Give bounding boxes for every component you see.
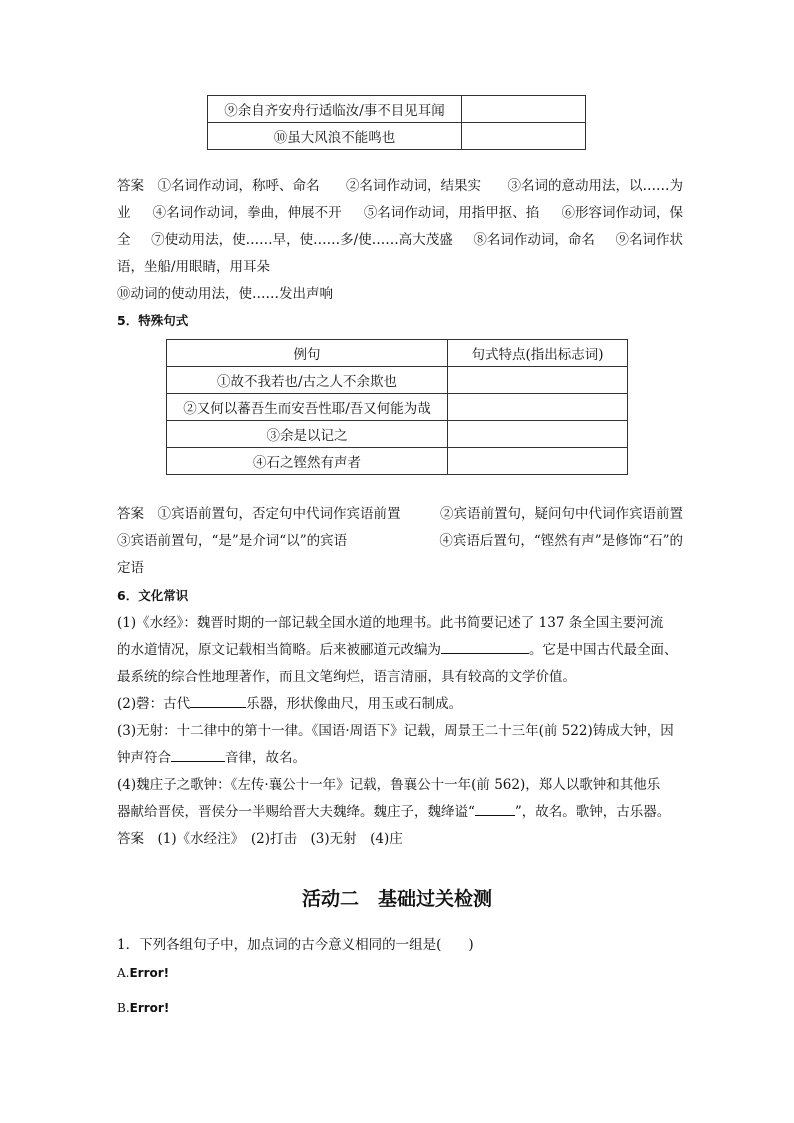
answer-text: (1)《水经注》 (2)打击 (3)无射 (4)庄 [157,831,403,847]
answer-item: ①宾语前置句，否定句中代词作宾语前置 [157,506,401,522]
culture-para-1-line-1 [117,613,683,633]
table-cell-answer [462,123,586,150]
answer-item: ⑦使动用法，使……早，使……多/使……高大茂盛 [151,232,453,248]
answer-item: ④名词作动词，拳曲，伸展不开 [152,205,342,221]
table-cell-sentence: ④石之铿然有声者 [167,448,448,475]
answer-label: 答案 [117,506,144,522]
table-cell-answer [448,448,628,475]
answer-1-line-1 [117,176,683,196]
text: (2)磬：古代 [117,696,191,712]
option-letter: A. [117,966,130,980]
answer-2-line-3: 定语 [117,560,144,576]
table-row [208,123,586,150]
special-sentence-table [166,339,628,475]
classical-usage-table [207,95,586,150]
table-row [167,448,628,475]
table-cell-answer [462,96,586,123]
text: 乐器，形状像曲尺，用玉或石制成。 [246,696,463,712]
culture-para-1-line-2 [117,640,683,660]
text: 的水道情况，原文记载相当简略。后来被郦道元改编为 [117,642,441,658]
option-text: Error! [129,1001,170,1015]
answer-item: ⑤名词作动词，用指甲抠、掐 [363,205,540,221]
answer-item: 全 [117,232,131,248]
answer-1-line-2 [117,203,683,223]
answer-1-line-4: 语，坐船/用眼睛，用耳朵 [117,259,271,275]
text: (1)《水经》：魏晋时期的一部记载全国水道的地理书。此书简要记述了 [117,615,535,631]
option-b[interactable] [117,1000,169,1016]
fill-in-blank[interactable] [475,802,515,816]
fill-in-blank[interactable] [190,694,246,708]
table-header-row [167,340,628,367]
answer-item: ⑧名词作动词，命名 [473,232,595,248]
culture-para-2 [117,694,683,714]
table-cell-answer [448,367,628,394]
text: 。它是中国古代最全面、 [529,642,678,658]
option-text: Error! [129,966,170,980]
answer-label: 答案 [117,178,144,194]
text: 钟声符合 [117,750,171,766]
answer-item: ②宾语前置句，疑问句中代词作宾语前置 [440,506,683,522]
table-header-cell: 例句 [167,340,448,367]
answer-item: 业 [117,205,131,221]
answer-1-line-5: ⑩动词的使动用法，使……发出声响 [117,286,333,302]
fill-in-blank[interactable] [171,748,225,762]
activity-2-heading: 活动二 基础过关检测 [301,888,492,910]
table-row [167,367,628,394]
answer-1-line-3 [117,230,683,250]
culture-para-4-line-2 [117,802,683,822]
table-header-cell: 句式特点(指出标志词) [448,340,628,367]
table-row [167,421,628,448]
culture-para-1-line-3: 最系统的综合性地理著作，而且文笔绚烂，语言清丽，具有较高的文学价值。 [117,669,576,685]
answer-label: 答案 [117,831,144,847]
table-cell-sentence: ③余是以记之 [167,421,448,448]
fill-in-blank[interactable] [441,640,529,654]
culture-para-4-line-1: (4)魏庄子之歌钟：《左传·襄公十一年》记载，鲁襄公十一年(前 562)，郑人以歌钟和其他乐 [117,777,661,793]
answer-2-line-2 [117,531,683,551]
table-cell-sentence: ⑩虽大风浪不能鸣也 [208,123,462,150]
table-row [167,394,628,421]
text: 音律，故名。 [225,750,306,766]
option-letter: B. [117,1001,130,1015]
number: 137 [538,615,565,631]
answer-item: ④宾语后置句，“铿然有声”是修饰“石”的 [439,533,683,549]
answer-item: ②名词作动词，结果实 [346,178,481,194]
section-6-title: 6．文化常识 [117,588,189,603]
section-5-title: 5．特殊句式 [117,313,189,328]
culture-para-3-line-2 [117,748,683,768]
culture-para-3-line-1: (3)无射：十二律中的第十一律。《国语·周语下》记载，周景王二十三年(前 522)铸成大钟，因 [117,723,674,739]
text: ”，故名。歌钟，古乐器。 [514,804,671,820]
answer-2-line-1 [117,504,683,524]
answer-item: ③名词的意动用法，以……为 [507,178,683,194]
answer-item: ③宾语前置句，“是”是介词“以”的宾语 [117,533,348,549]
table-cell-sentence: ②又何以蕃吾生而安吾性耶/吾又何能为哉 [167,394,448,421]
text: 条全国主要河流 [568,615,664,631]
table-row [208,96,586,123]
answer-item: ①名词作动词，称呼、命名 [157,178,320,194]
text: 器献给晋侯，晋侯分一半赐给晋大夫魏绛。魏庄子，魏绛谥“ [117,804,475,820]
answer-item: ⑨名词作状 [615,232,683,248]
table-cell-sentence: ①故不我若也/古之人不余欺也 [167,367,448,394]
table-cell-answer [448,394,628,421]
table-cell-sentence: ⑨余自齐安舟行适临汝/事不目见耳闻 [208,96,462,123]
answer-item: ⑥形容词作动词，保 [561,205,683,221]
culture-answer [117,829,683,849]
option-a[interactable] [117,965,169,981]
question-1: 1．下列各组句子中，加点词的古今意义相同的一组是( ) [117,937,474,953]
table-cell-answer [448,421,628,448]
